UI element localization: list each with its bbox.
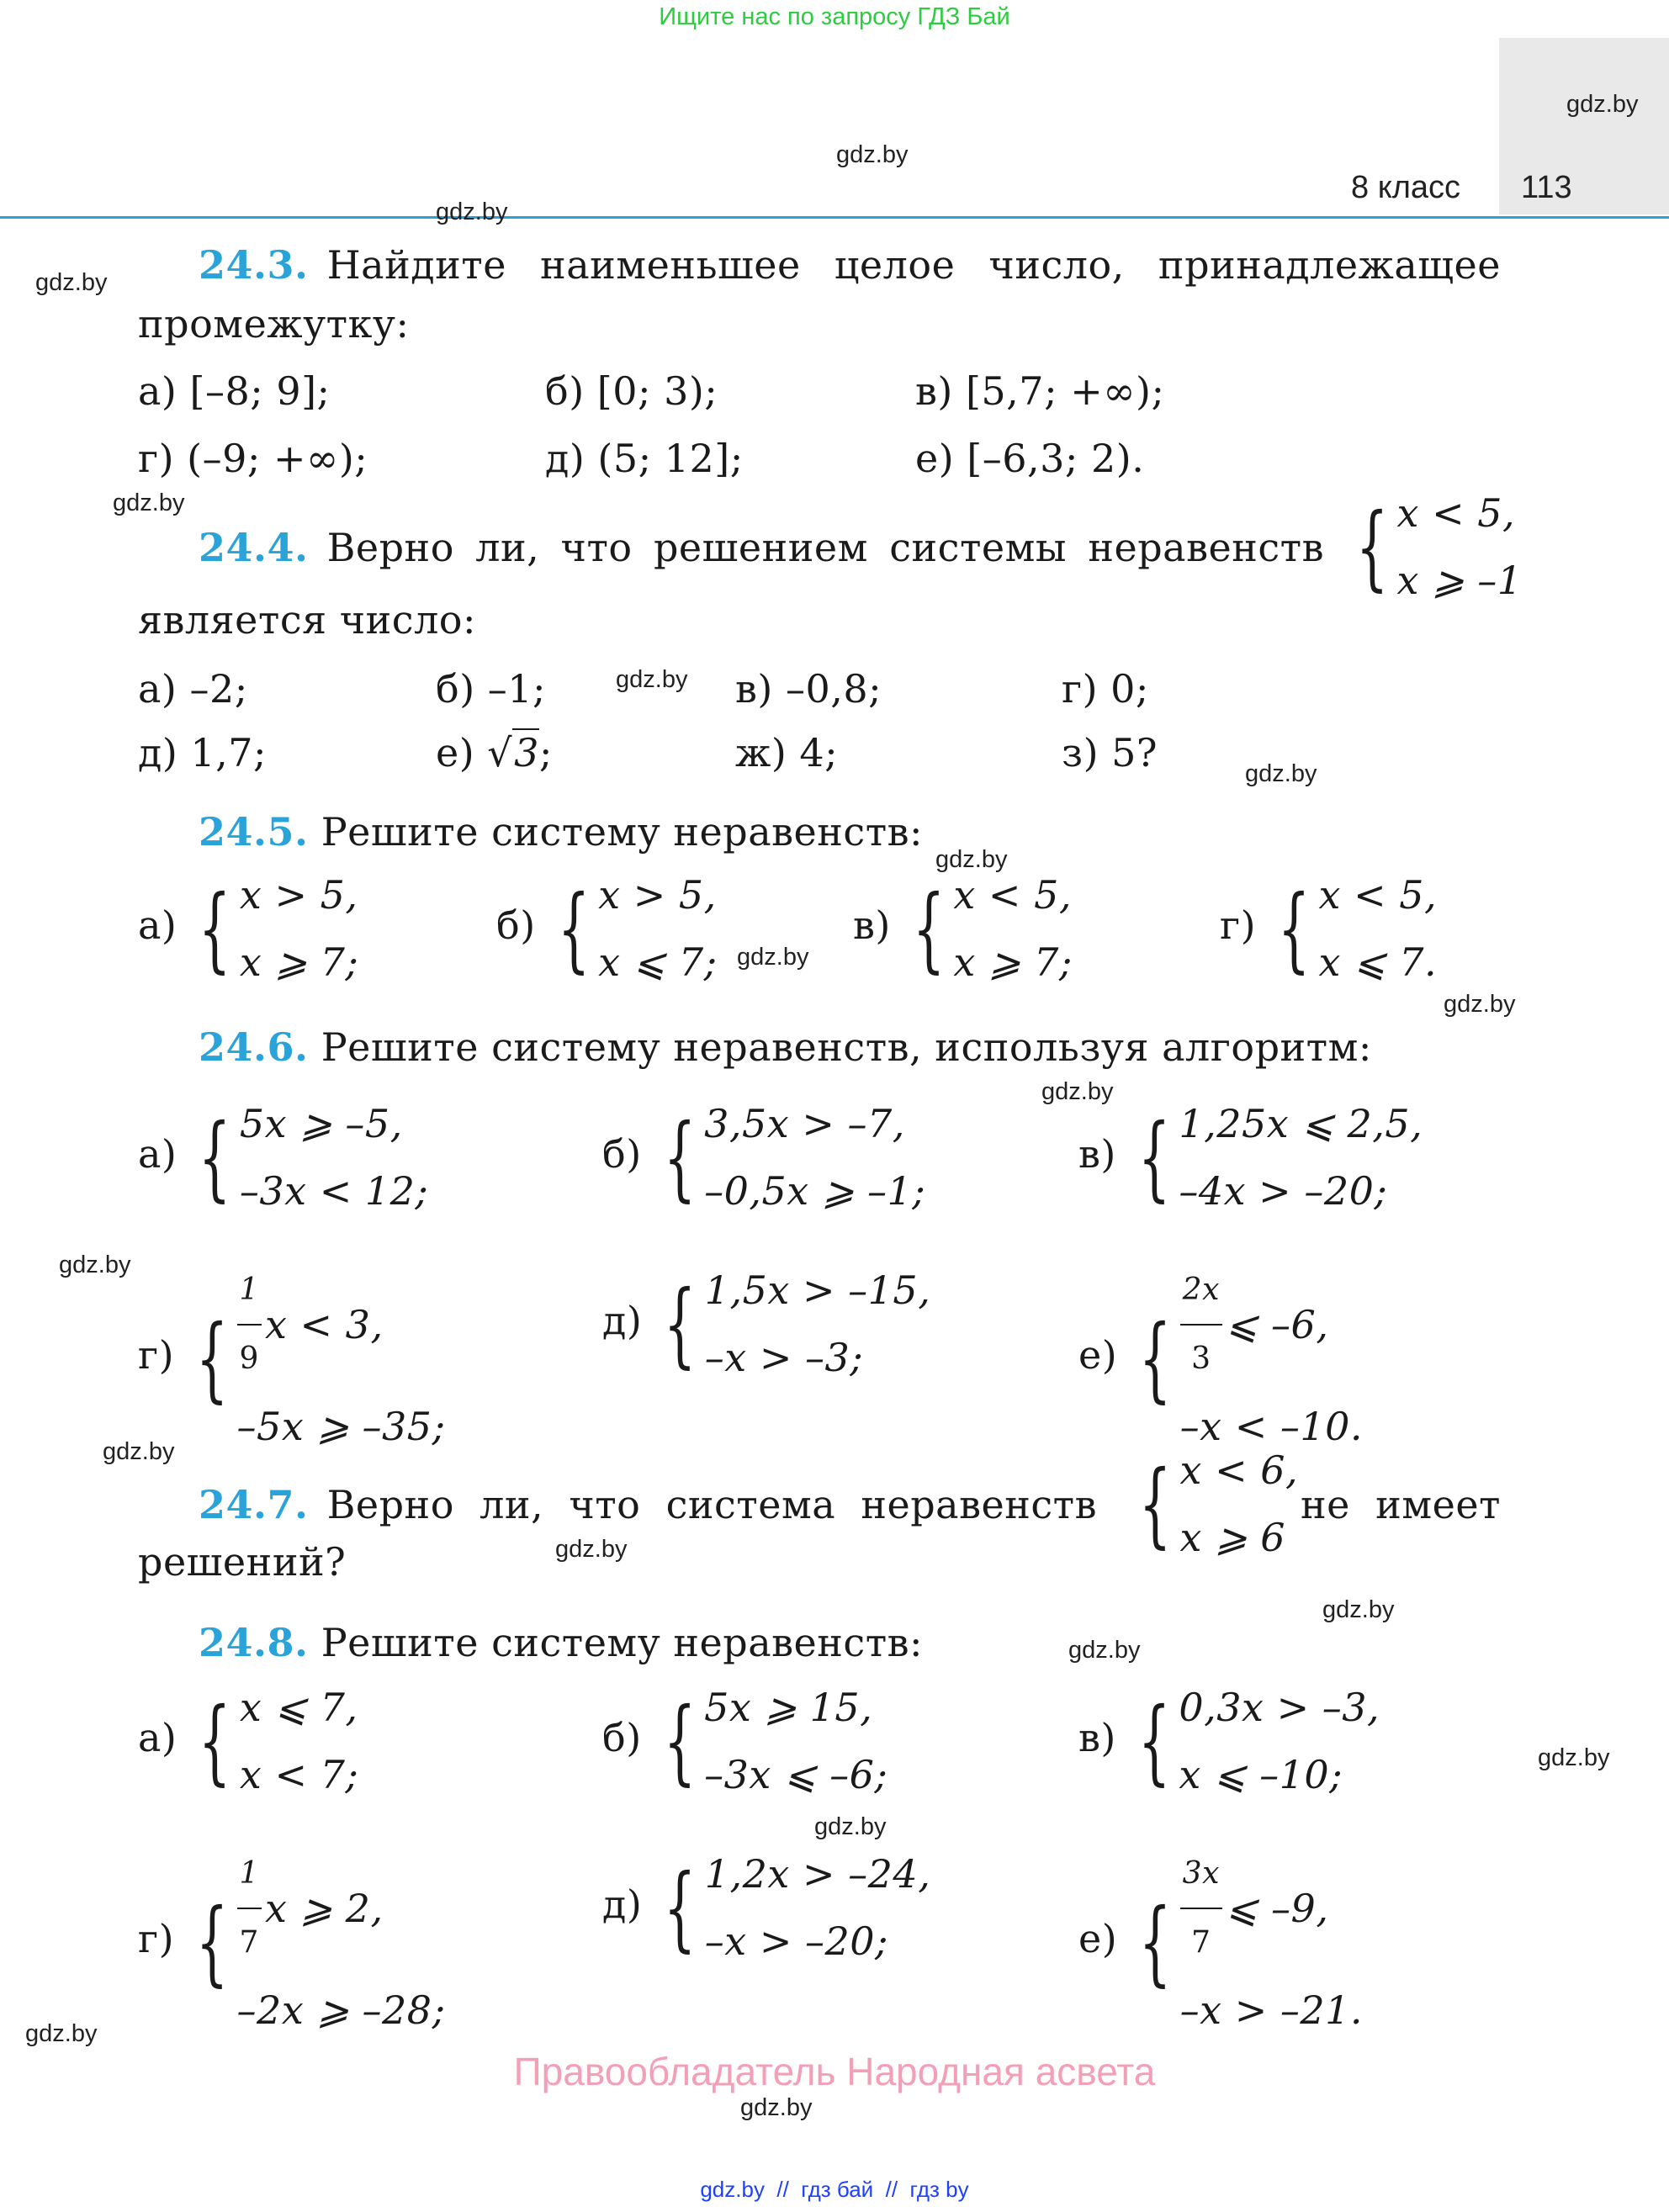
option-label: в) — [853, 902, 891, 948]
system-option — [138, 1090, 428, 1225]
watermark: gdz.by — [737, 944, 809, 971]
denominator: 3 — [1191, 1341, 1211, 1376]
option-label: д) — [602, 1881, 643, 1927]
answer-option — [436, 730, 553, 775]
option-label: е) — [1078, 1916, 1118, 1961]
option-label: б) — [602, 1131, 642, 1177]
inequality-system — [650, 1840, 930, 1975]
problem-number: 24.4. — [199, 525, 309, 570]
problem-text: Найдите наименьшее целое число, принадлежащее — [326, 242, 1501, 288]
system-line: 1,5x > –15, — [704, 1267, 931, 1313]
watermark: gdz.by — [555, 1536, 628, 1563]
system-option — [853, 861, 1073, 996]
option-label: а) — [138, 1715, 177, 1760]
answer-option: а) –2; — [138, 666, 248, 712]
system-line: x < 6, — [1179, 1447, 1299, 1493]
system-line: x < 5, — [953, 872, 1072, 918]
option-label: д) — [602, 1298, 643, 1343]
watermark: gdz.by — [836, 141, 909, 168]
brace: { — [664, 1270, 697, 1378]
inequality-system — [899, 861, 1073, 996]
system-line: –2x ⩾ –28; — [236, 1987, 446, 2033]
inequality-system — [650, 1257, 930, 1391]
system-line — [1180, 1257, 1363, 1393]
answer-option: в) [5,7; +∞); — [915, 368, 1165, 414]
system-option — [602, 1090, 925, 1225]
problem-24-8-heading — [199, 1620, 923, 1665]
system-line — [237, 1257, 446, 1393]
watermark: gdz.by — [35, 269, 108, 296]
punct: ; — [538, 730, 553, 775]
watermark: gdz.by — [25, 2020, 98, 2047]
answer-option: в) –0,8; — [735, 666, 882, 712]
system-line: –0,5x ⩾ –1; — [704, 1168, 926, 1214]
copyright-notice: Правообладатель Народная асвета — [513, 2050, 1156, 2093]
inequality-system — [185, 861, 358, 996]
watermark: gdz.by — [1444, 991, 1516, 1018]
system-line: x ⩾ –1 — [1396, 558, 1523, 603]
answer-option: д) (5; 12]; — [545, 436, 744, 481]
system-line: 1,25x ⩽ 2,5, — [1179, 1101, 1423, 1146]
inequality-system — [1264, 861, 1437, 996]
answer-option: а) [–8; 9]; — [138, 368, 331, 414]
problem-24-6-heading — [199, 1024, 1372, 1070]
inequality-system — [544, 861, 718, 996]
watermark: gdz.by — [740, 2094, 813, 2121]
system-line: 1,2x > –24, — [704, 1851, 931, 1897]
system-line: –x < –10. — [1179, 1404, 1364, 1449]
brace: { — [199, 1687, 232, 1795]
option-label: в) — [1078, 1715, 1116, 1760]
inequality-system — [1126, 1257, 1363, 1460]
system-line: x < 7; — [239, 1752, 359, 1797]
system-line: x ⩾ 7; — [239, 939, 359, 985]
brace: { — [664, 1854, 697, 1961]
option-label: г) — [138, 1916, 175, 1961]
system-line: 0,3x > –3, — [1179, 1685, 1380, 1730]
system-option — [138, 861, 358, 996]
problem-text: Верно ли, что система неравенств — [326, 1482, 1097, 1527]
fraction — [1180, 1840, 1222, 1977]
system-line: x < 5, — [1318, 872, 1438, 918]
brace: { — [663, 1687, 697, 1795]
system-line: –4x > –20; — [1179, 1168, 1388, 1214]
numerator: 3x — [1180, 1840, 1222, 1909]
answer-option: г) 0; — [1062, 666, 1149, 712]
problem-text: решений? — [138, 1539, 347, 1585]
system-option — [138, 1674, 358, 1808]
option-label: е) — [1078, 1332, 1118, 1378]
system-option — [602, 1840, 930, 1975]
numerator: 2x — [1180, 1257, 1222, 1326]
system-line: x ⩽ 7. — [1318, 939, 1438, 985]
system-line: x < 5, — [1396, 490, 1516, 536]
top-banner[interactable]: Ищите нас по запросу ГДЗ Бай — [659, 3, 1010, 30]
brace: { — [1138, 1450, 1172, 1558]
inequality-system — [650, 1090, 926, 1225]
problem-number: 24.7. — [199, 1482, 309, 1527]
watermark: gdz.by — [814, 1813, 887, 1840]
watermark: gdz.by — [1322, 1596, 1395, 1623]
system-line: x ⩽ 7; — [598, 939, 718, 985]
brace: { — [1137, 1687, 1171, 1795]
watermark: gdz.by — [103, 1438, 175, 1465]
system-line: –3x ⩽ –6; — [704, 1752, 888, 1797]
system-option — [496, 861, 718, 996]
system-line: –3x < 12; — [239, 1168, 429, 1214]
inequality-system — [183, 1840, 446, 2044]
system-option — [1078, 1840, 1363, 2044]
fraction — [237, 1840, 262, 1977]
system-line-text: ⩽ –9, — [1225, 1886, 1329, 1931]
numerator: 1 — [237, 1257, 262, 1326]
problem-number: 24.3. — [199, 242, 309, 288]
watermark: gdz.by — [1245, 760, 1317, 787]
system-line: x > 5, — [239, 872, 358, 918]
numerator: 1 — [237, 1840, 262, 1909]
system-option — [138, 1840, 446, 2044]
denominator: 7 — [239, 1925, 259, 1960]
watermark: gdz.by — [1041, 1078, 1114, 1105]
sqrt: √3 — [487, 730, 539, 775]
system-option — [1220, 861, 1437, 996]
watermark: gdz.by — [113, 489, 185, 516]
system-line-text: ⩽ –6, — [1225, 1302, 1329, 1347]
answer-option: е) [–6,3; 2). — [915, 436, 1145, 481]
problem-24-3-heading — [199, 242, 1501, 288]
system-option — [602, 1257, 930, 1391]
system-line: –5x ⩾ –35; — [236, 1404, 446, 1449]
system-line: x > 5, — [598, 872, 717, 918]
denominator: 9 — [239, 1341, 259, 1376]
watermark: gdz.by — [616, 666, 688, 693]
system-line — [237, 1840, 446, 1977]
inequality-system — [1125, 1674, 1380, 1808]
inequality-system — [185, 1674, 358, 1808]
option-label: б) — [496, 902, 536, 948]
brace: { — [1139, 1888, 1172, 1996]
system-option — [602, 1674, 887, 1808]
option-label: е) — [436, 730, 475, 775]
inequality-system — [1125, 1090, 1423, 1225]
fraction — [1180, 1257, 1222, 1393]
brace: { — [1139, 1304, 1172, 1412]
brace: { — [663, 1103, 697, 1211]
system-line: 5x ⩾ –5, — [239, 1101, 403, 1146]
grade-label: 8 класс — [1351, 170, 1461, 205]
inequality-system — [1126, 1437, 1298, 1571]
system-line-text: x < 3, — [264, 1302, 384, 1347]
watermark: gdz.by — [935, 846, 1008, 873]
answer-option: б) [0; 3); — [545, 368, 718, 414]
problem-24-7-heading — [199, 1482, 1097, 1527]
watermark: gdz.by — [1068, 1637, 1141, 1664]
problem-number: 24.8. — [199, 1620, 309, 1665]
inequality-system — [1126, 1840, 1363, 2044]
brace: { — [199, 875, 232, 982]
footer-links[interactable]: gdz.by // гдз бай // гдз by — [700, 2177, 969, 2202]
problem-text: Решите систему неравенств: — [321, 809, 924, 855]
system-line: x ⩾ 7; — [953, 939, 1073, 985]
system-line: 3,5x > –7, — [704, 1101, 905, 1146]
radicand: 3 — [514, 730, 539, 775]
answer-option: з) 5? — [1062, 730, 1158, 775]
system-option — [138, 1257, 446, 1460]
answer-option: д) 1,7; — [138, 730, 268, 775]
watermark: gdz.by — [1538, 1744, 1610, 1771]
page-number: 113 — [1521, 170, 1572, 205]
answer-option: г) (–9; +∞); — [138, 436, 368, 481]
system-line — [1180, 1840, 1363, 1977]
problem-number: 24.6. — [199, 1024, 309, 1070]
option-label: г) — [138, 1332, 175, 1378]
problem-24-4-heading — [199, 525, 1324, 570]
header-rule — [0, 216, 1669, 219]
inequality-system — [650, 1674, 888, 1808]
brace: { — [195, 1888, 229, 1996]
system-line: –x > –3; — [704, 1335, 864, 1380]
denominator: 7 — [1191, 1925, 1211, 1960]
brace: { — [1137, 1103, 1171, 1211]
system-line: x ⩽ 7, — [239, 1685, 358, 1730]
problem-text: является число: — [138, 597, 476, 643]
inequality-system — [1343, 479, 1523, 614]
option-label: б) — [602, 1715, 642, 1760]
problem-text: Верно ли, что решением системы неравенств — [326, 525, 1324, 570]
system-line: –x > –20; — [704, 1918, 889, 1964]
option-label: в) — [1078, 1131, 1116, 1177]
problem-number: 24.5. — [199, 809, 309, 855]
brace: { — [199, 1103, 232, 1211]
problem-text: промежутку: — [138, 301, 410, 347]
brace: { — [195, 1304, 229, 1412]
option-label: г) — [1220, 902, 1257, 948]
brace: { — [557, 875, 591, 982]
answer-option: ж) 4; — [735, 730, 839, 775]
problem-text: не имеет — [1301, 1482, 1501, 1527]
watermark: gdz.by — [1566, 91, 1639, 118]
brace: { — [912, 875, 946, 982]
system-line-text: x ⩾ 2, — [264, 1886, 384, 1931]
brace: { — [1277, 875, 1311, 982]
system-line: –x > –21. — [1179, 1987, 1364, 2033]
system-line: x ⩾ 6 — [1179, 1515, 1285, 1560]
system-line: x ⩽ –10; — [1179, 1752, 1343, 1797]
system-option — [1078, 1257, 1363, 1460]
system-line: 5x ⩾ 15, — [704, 1685, 873, 1730]
option-label: а) — [138, 1131, 177, 1177]
system-option — [1078, 1674, 1380, 1808]
option-label: а) — [138, 902, 177, 948]
watermark: gdz.by — [436, 198, 508, 225]
brace: { — [1355, 493, 1389, 601]
fraction — [237, 1257, 262, 1393]
inequality-system — [185, 1090, 428, 1225]
system-option — [1078, 1090, 1423, 1225]
answer-option: б) –1; — [436, 666, 547, 712]
watermark: gdz.by — [59, 1252, 131, 1278]
problem-text: Решите систему неравенств: — [321, 1620, 924, 1665]
problem-text: Решите систему неравенств, используя алгоритм: — [321, 1024, 1372, 1070]
inequality-system — [183, 1257, 446, 1460]
problem-24-5-heading — [199, 809, 923, 855]
